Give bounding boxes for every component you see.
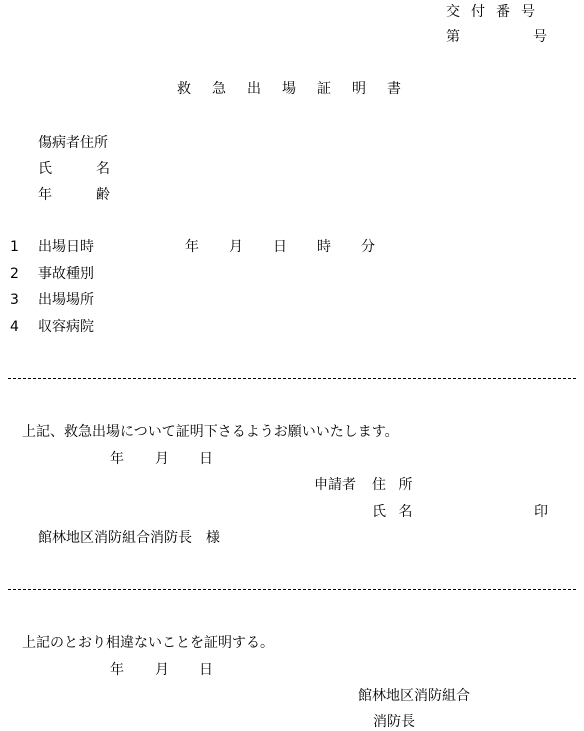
applicant-name-label: 氏 名 [372,504,417,520]
item-label-dispatch-location: 出場場所 [38,292,94,308]
patient-name-label-2: 名 [96,161,110,177]
number-suffix: 号 [533,29,547,45]
request-year-unit: 年 [110,451,124,467]
item-number-4: 4 [10,319,19,335]
patient-address-label: 傷病者住所 [38,135,108,151]
item-number-3: 3 [10,292,19,308]
item-label-accident-type: 事故種別 [38,266,94,282]
request-day-unit: 日 [199,451,213,467]
item-label-dispatch-datetime: 出場日時 [38,239,94,255]
cut-line-2 [8,589,576,590]
certify-text: 上記のとおり相違ないことを証明する。 [22,635,274,651]
seal-mark: 印 [534,504,548,520]
item-number-2: 2 [10,266,19,282]
datetime-hour-unit: 時 [317,239,331,255]
applicant-label: 申請者 [314,477,356,493]
issue-number-label: 交付番号 [446,4,546,20]
certifying-chief: 消防長 [373,714,415,730]
certify-year-unit: 年 [110,662,124,678]
item-number-1: 1 [10,239,19,255]
patient-name-label-1: 氏 [38,161,52,177]
request-month-unit: 月 [155,451,169,467]
request-text: 上記、救急出場について証明下さるようお願いいたします。 [22,424,399,440]
datetime-day-unit: 日 [273,239,287,255]
addressee: 館林地区消防組合消防長 様 [38,530,220,546]
applicant-address-label: 住 所 [372,477,417,493]
datetime-month-unit: 月 [229,239,243,255]
datetime-minute-unit: 分 [361,239,375,255]
document-title: 救急出場証明書 [177,81,422,97]
certify-day-unit: 日 [199,662,213,678]
patient-age-label-1: 年 [38,187,52,203]
certifying-organization: 館林地区消防組合 [358,688,470,704]
cut-line-1 [8,378,576,379]
patient-age-label-2: 齢 [96,187,110,203]
number-prefix: 第 [446,29,460,45]
datetime-year-unit: 年 [185,239,199,255]
certify-month-unit: 月 [155,662,169,678]
item-label-hospital: 収容病院 [38,319,94,335]
